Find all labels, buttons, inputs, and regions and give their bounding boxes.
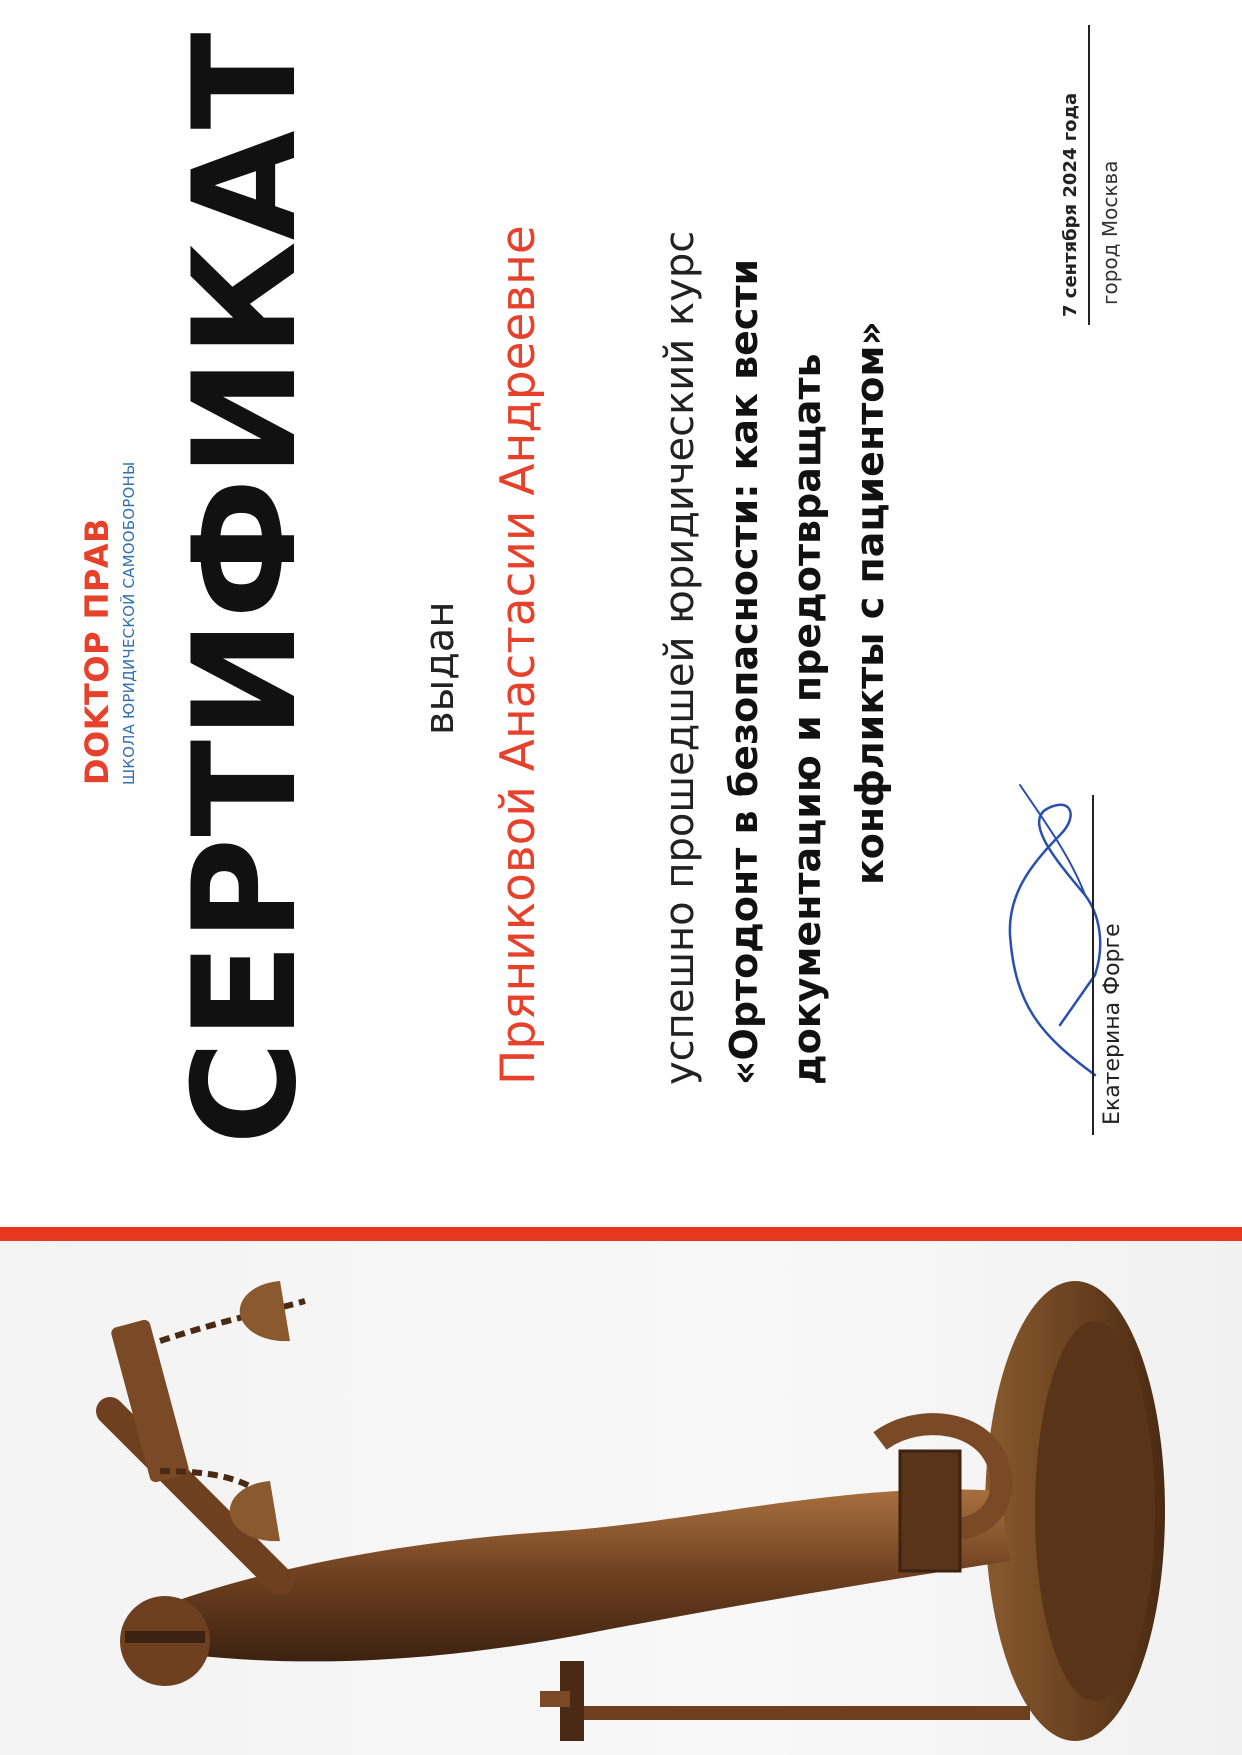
logo-title: DOKТОР ПРАВ xyxy=(78,517,116,785)
issued-label: выдан xyxy=(417,601,463,735)
course-intro: успешно прошедшей юридический курс xyxy=(657,230,703,1085)
logo-subtitle: ШКОЛА ЮРИДИЧЕСКОЙ САМООБОРОНЫ xyxy=(120,461,138,785)
statue-illustration xyxy=(0,1241,1242,1755)
signature-line xyxy=(1092,795,1094,1135)
issue-city: город Москва xyxy=(1098,160,1122,305)
course-title-line-3: конфликты с пациентом» xyxy=(848,321,892,885)
recipient-name: Пряниковой Анастасии Андреевне xyxy=(491,225,546,1085)
themis-statue-image xyxy=(0,1241,1242,1755)
signature-block xyxy=(1000,705,1170,1135)
signatory-name: Екатерина Форге xyxy=(1100,923,1125,1125)
certificate-title: СЕРТИФИКАТ xyxy=(163,31,328,1145)
course-title-line-1: «Ортодонт в безопасности: как вести xyxy=(722,258,766,1085)
issue-date: 7 сентября 2024 года xyxy=(1060,92,1081,317)
red-divider-stripe xyxy=(0,1227,1242,1241)
date-line xyxy=(1088,25,1090,325)
course-title-line-2: документацию и предотвращать xyxy=(785,353,829,1085)
date-block xyxy=(1040,25,1140,325)
logo xyxy=(78,425,158,785)
